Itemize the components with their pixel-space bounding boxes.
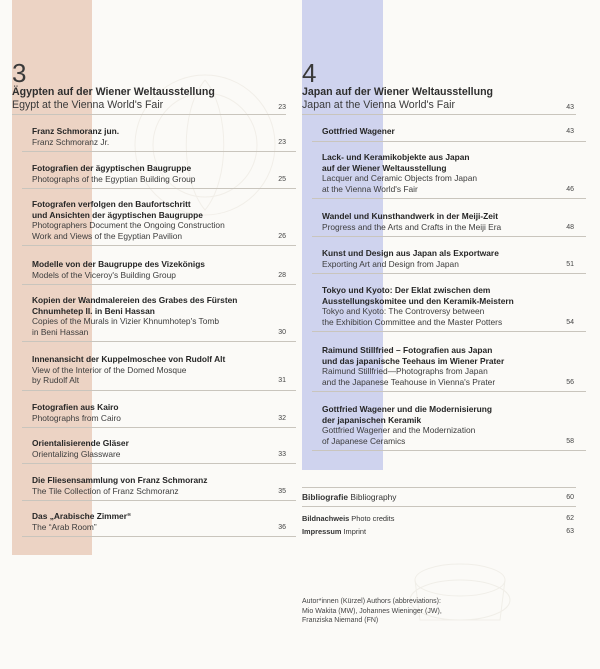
toc-entry-title-de — [32, 295, 237, 316]
toc-entry[interactable] — [322, 152, 477, 194]
toc-entry-divider — [312, 273, 586, 274]
toc-entry[interactable] — [32, 126, 119, 147]
toc-entry-title-de — [322, 248, 499, 259]
toc-entry-divider — [22, 390, 296, 391]
toc-entry-divider — [312, 391, 586, 392]
bibliography-entry[interactable] — [302, 492, 397, 502]
chapter-3-page-number: 23 — [278, 104, 286, 111]
toc-entry-title-de — [32, 199, 225, 220]
toc-entry-title-en-line: and the Japanese Teahouse in Vienna's Prater — [322, 376, 496, 387]
toc-entry-title-de-line: Raimund Stillfried – Fotografien aus Japan — [322, 345, 493, 355]
bibliography-label-de: Bibliografie — [302, 492, 349, 502]
toc-entry[interactable] — [322, 211, 501, 232]
toc-entry-page: 58 — [566, 437, 574, 445]
authors-line-1: Mio Wakita (MW), Johannes Wieninger (JW), — [302, 607, 442, 615]
toc-entry-title-en — [32, 413, 121, 424]
toc-entry-title-de — [32, 438, 129, 449]
toc-entry-title-en-line: the Exhibition Committee and the Master Potters — [322, 316, 503, 327]
toc-entry-divider — [312, 198, 586, 199]
toc-entry-title-en-line: Tokyo and Kyoto: The Controversy between — [322, 306, 485, 316]
toc-entry-title-de — [32, 163, 195, 174]
toc-entry-page: 32 — [278, 414, 286, 422]
toc-entry-title-en-line: Models of the Viceroy's Building Group — [32, 269, 176, 280]
toc-entry-title-de-line: Chnumhetep II. in Beni Hassan — [32, 305, 155, 316]
toc-entry-page: 31 — [278, 377, 286, 384]
toc-entry-divider — [312, 450, 586, 451]
chapter-3-title-en[interactable]: Egypt at the Vienna World's Fair — [12, 99, 164, 111]
toc-entry[interactable] — [322, 248, 499, 269]
toc-entry-title-en — [32, 449, 129, 460]
chapter-4-divider — [302, 114, 576, 115]
toc-entry[interactable] — [32, 438, 129, 459]
toc-entry[interactable] — [32, 295, 237, 337]
toc-entry-divider — [22, 245, 296, 246]
toc-entry-title-en-line: Photographers Document the Ongoing Construction — [32, 220, 225, 230]
toc-entry-title-de-line: und Ansichten der ägyptischen Baugruppe — [32, 209, 203, 220]
toc-entry-title-de-line: Das „Arabische Zimmer“ — [32, 511, 132, 521]
toc-entry-page: 48 — [566, 223, 574, 231]
toc-entry-divider — [312, 141, 586, 142]
toc-entry[interactable] — [32, 402, 121, 423]
authors-line-2: Franziska Niemand (FN) — [302, 617, 379, 624]
toc-entry-title-en-line: Franz Schmoranz Jr. — [32, 136, 110, 147]
toc-entry-title-en — [32, 522, 131, 533]
toc-entry-title-en-line: in Beni Hassan — [32, 326, 89, 337]
toc-entry-title-de — [322, 285, 514, 306]
toc-entry-title-de — [32, 402, 121, 413]
toc-entry-title-de-line: Ausstellungskomitee und den Keramik-Meistern — [322, 295, 514, 306]
toc-entry-divider — [312, 236, 586, 237]
toc-entry-title-en — [32, 220, 225, 241]
chapter-4-title-en[interactable]: Japan at the Vienna World's Fair — [302, 99, 455, 111]
toc-entry[interactable] — [32, 475, 207, 496]
toc-entry-page: 33 — [278, 450, 286, 458]
toc-entry-title-en-line: The Tile Collection of Franz Schmoranz — [32, 485, 179, 496]
toc-entry-title-de — [322, 345, 504, 366]
toc-entry-title-de-line: Kopien der Wandmalereien des Grabes des Fürsten — [32, 295, 238, 305]
toc-entry-title-de — [322, 211, 501, 222]
imprint-entry[interactable] — [302, 527, 366, 536]
toc-entry-title-de — [32, 511, 131, 522]
imprint-label-de: Impressum — [302, 527, 342, 536]
toc-entry-title-de-line: Wandel und Kunsthandwerk in der Meiji-Zeit — [322, 211, 499, 221]
toc-entry-title-en-line: of Japanese Ceramics — [322, 435, 406, 446]
toc-entry-title-de-line: Innenansicht der Kuppelmoschee von Rudolf Alt — [32, 354, 226, 364]
toc-entry[interactable] — [322, 404, 492, 446]
toc-entry-title-de-line: Tokyo und Kyoto: Der Eklat zwischen dem — [322, 285, 491, 295]
toc-entry-title-de-line: Die Fliesensammlung von Franz Schmoranz — [32, 475, 208, 485]
toc-entry-page: 46 — [566, 185, 574, 193]
toc-entry-divider — [22, 341, 296, 342]
toc-entry-title-de-line: und das japanische Teehaus im Wiener Prater — [322, 355, 505, 366]
toc-entry-divider — [22, 500, 296, 501]
toc-entry-divider — [22, 536, 296, 537]
toc-entry-title-de-line: Gottfried Wagener — [322, 126, 395, 136]
toc-entry-title-de-line: auf der Wiener Weltausstellung — [322, 162, 447, 173]
toc-entry-divider — [22, 427, 296, 428]
toc-entry-title-en-line: at the Vienna World's Fair — [322, 183, 418, 194]
toc-entry-title-en — [322, 222, 501, 233]
toc-entry-title-de-line: der japanischen Keramik — [322, 414, 422, 425]
toc-entry-title-en-line: View of the Interior of the Domed Mosque — [32, 364, 187, 375]
chapter-4-page-number: 43 — [566, 104, 574, 111]
toc-entry-title-en-line: Work and Views of the Egyptian Pavilion — [32, 230, 183, 241]
chapter-3-number: 3 — [12, 58, 27, 88]
toc-entry-page: 36 — [278, 523, 286, 531]
imprint-label-en: Imprint — [343, 527, 367, 536]
toc-entry-title-de — [32, 259, 205, 270]
toc-entry-title-en-line: Photographs from Cairo — [32, 412, 121, 423]
photo-credits-label-en: Photo credits — [351, 514, 395, 523]
toc-entry-page: 56 — [566, 378, 574, 386]
toc-entry[interactable] — [322, 345, 504, 387]
toc-entry-page: 25 — [278, 175, 286, 183]
chapter-3-divider — [12, 114, 286, 115]
toc-entry-page: 23 — [278, 138, 286, 146]
toc-entry-title-en — [32, 486, 207, 497]
bibliography-page: 60 — [566, 494, 574, 501]
toc-entry-divider — [22, 284, 296, 285]
toc-entry-title-de — [32, 126, 119, 137]
toc-entry-page: 35 — [278, 487, 286, 495]
toc-entry-title-en — [32, 316, 237, 337]
toc-entry-title-de-line: Fotografen verfolgen den Baufortschritt — [32, 199, 191, 209]
toc-entry-title-en-line: Exporting Art and Design from Japan — [322, 258, 459, 269]
toc-entry-title-de-line: Franz Schmoranz jun. — [32, 126, 120, 136]
authors-block — [302, 597, 442, 626]
toc-entry-title-en-line: The “Arab Room” — [32, 521, 97, 532]
toc-entry-title-en — [322, 306, 514, 327]
toc-entry-page: 26 — [278, 232, 286, 240]
chapter-4-title-de[interactable]: Japan auf der Wiener Weltausstellung — [302, 86, 494, 98]
authors-heading: Autor*innen (Kürzel) Authors (abbreviations): — [302, 598, 441, 605]
toc-entry-title-en-line: Copies of the Murals in Vizier Khnumhotep's Tomb — [32, 316, 220, 326]
toc-entry-divider — [22, 463, 296, 464]
toc-entry-title-en — [322, 366, 504, 387]
toc-entry-title-de — [322, 126, 395, 137]
back-matter-divider — [302, 487, 576, 488]
toc-entry[interactable] — [32, 354, 225, 386]
toc-entry[interactable] — [32, 511, 131, 532]
toc-entry[interactable] — [32, 163, 195, 184]
toc-entry-title-de-line: Fotografien der ägyptischen Baugruppe — [32, 163, 192, 173]
toc-entry-title-en-line: Gottfried Wagener and the Modernization — [322, 425, 476, 435]
bibliography-label-en: Bibliography — [350, 492, 397, 502]
toc-entry-title-en — [32, 365, 225, 386]
back-matter-divider-2 — [302, 506, 576, 507]
toc-entry-page: 54 — [566, 318, 574, 326]
toc-entry-title-en — [32, 270, 205, 281]
toc-entry-title-de — [322, 152, 477, 173]
imprint-page: 63 — [566, 528, 574, 535]
toc-entry-title-de — [32, 475, 207, 486]
toc-entry-title-en-line: Photographs of the Egyptian Building Group — [32, 173, 196, 184]
chapter-3-title-de[interactable]: Ägypten auf der Wiener Weltausstellung — [12, 86, 215, 98]
toc-entry[interactable] — [32, 259, 205, 280]
photo-credits-entry[interactable] — [302, 514, 394, 523]
chapter-4-number: 4 — [302, 58, 317, 88]
toc-entry-title-en — [322, 259, 499, 270]
toc-entry-title-de-line: Kunst und Design aus Japan als Exportware — [322, 248, 499, 258]
toc-entry-page: 43 — [566, 128, 574, 135]
toc-entry-title-en — [32, 174, 195, 185]
toc-entry-title-en-line: Raimund Stillfried—Photographs from Japan — [322, 366, 488, 376]
toc-entry[interactable] — [322, 285, 514, 327]
toc-entry-divider — [312, 331, 586, 332]
toc-entry-divider — [22, 151, 296, 152]
toc-entry-title-de-line: Modelle von der Baugruppe des Vizekönigs — [32, 259, 205, 269]
toc-entry-title-en — [322, 425, 492, 446]
photo-credits-label-de: Bildnachweis — [302, 514, 350, 523]
toc-entry-page: 51 — [566, 260, 574, 268]
toc-entry[interactable] — [32, 199, 225, 241]
toc-entry-title-en-line: Progress and the Arts and Crafts in the Meiji Era — [322, 221, 502, 232]
toc-entry-title-de-line: Gottfried Wagener und die Modernisierung — [322, 404, 492, 414]
toc-entry-title-de-line: Orientalisierende Gläser — [32, 438, 129, 448]
toc-entry-title-de-line: Lack- und Keramikobjekte aus Japan — [322, 152, 470, 162]
toc-entry-title-en — [322, 173, 477, 194]
toc-entry[interactable] — [322, 126, 395, 137]
toc-entry-title-en-line: by Rudolf Alt — [32, 375, 80, 385]
toc-entry-page: 28 — [278, 271, 286, 279]
toc-entry-title-de — [322, 404, 492, 425]
toc-entry-divider — [22, 188, 296, 189]
toc-entry-title-de-line: Fotografien aus Kairo — [32, 402, 119, 412]
toc-entry-title-en-line: Orientalizing Glassware — [32, 448, 121, 459]
toc-entry-page: 30 — [278, 328, 286, 336]
toc-entry-title-en-line: Lacquer and Ceramic Objects from Japan — [322, 173, 478, 183]
toc-entry-title-de — [32, 354, 225, 365]
photo-credits-page: 62 — [566, 515, 574, 522]
toc-entry-title-en — [32, 137, 119, 148]
